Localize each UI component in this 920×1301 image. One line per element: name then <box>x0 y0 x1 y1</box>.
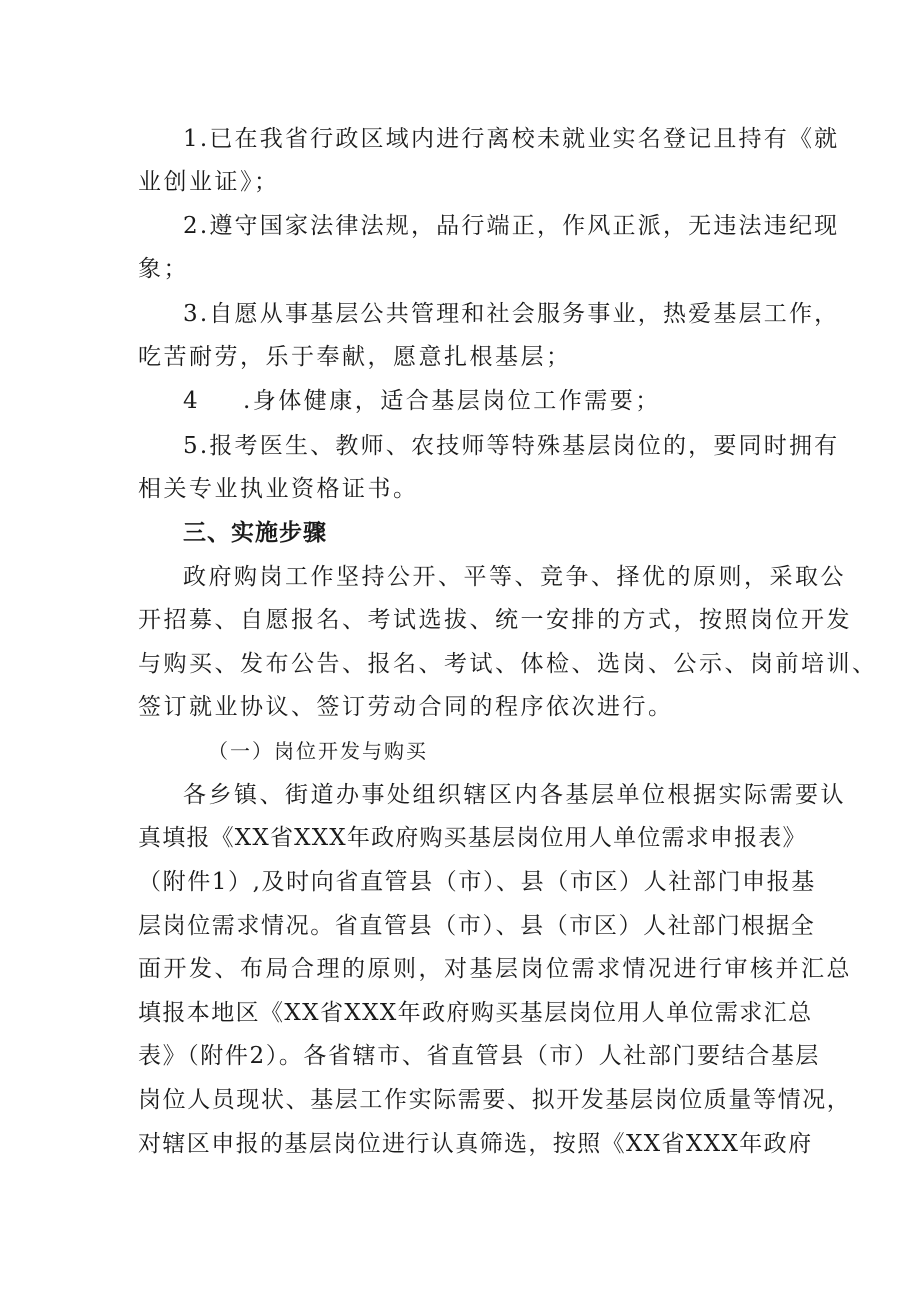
condition-3-line-2: 吃苦耐劳，乐于奉献，愿意扎根基层； <box>138 344 572 370</box>
section-3-heading: 三、实施步骤 <box>183 520 327 546</box>
condition-2-line-2: 象； <box>138 256 189 282</box>
section-3-para-line-1: 政府购岗工作坚持公开、平等、竞争、择优的原则，采取公 <box>183 564 846 590</box>
condition-1-line-1: 1.已在我省行政区域内进行离校未就业实名登记且持有《就 <box>183 126 840 152</box>
subsection-1-para-line-6: 填报本地区《XX省XXX年政府购买基层岗位用人单位需求汇总 <box>138 1000 813 1026</box>
condition-5-line-1: 5.报考医生、教师、农技师等特殊基层岗位的，要同时拥有 <box>183 433 840 459</box>
condition-2-line-1: 2.遵守国家法律法规，品行端正，作风正派，无违法违纪现 <box>183 213 840 239</box>
subsection-1-para-line-3: （附件1）,及时向省直管县（市）、县（市区）人社部门申报基 <box>138 869 816 895</box>
subsection-1-para-line-1: 各乡镇、街道办事处组织辖区内各基层单位根据实际需要认 <box>183 782 846 808</box>
subsection-1-heading: （一）岗位开发与购买 <box>208 739 428 763</box>
subsection-1-para-line-5: 面开发、布局合理的原则，对基层岗位需求情况进行审核并汇总 <box>138 956 852 982</box>
subsection-1-para-line-4: 层岗位需求情况。省直管县（市）、县（市区）人社部门根据全 <box>138 913 816 939</box>
section-3-para-line-3: 与购买、发布公告、报名、考试、体检、选岗、公示、岗前培训、 <box>138 651 878 677</box>
subsection-1-para-line-7: 表》（附件2）。各省辖市、省直管县（市）人社部门要结合基层 <box>138 1043 821 1069</box>
subsection-1-para-line-9: 对辖区申报的基层岗位进行认真筛选，按照《XX省XXX年政府 <box>138 1131 813 1157</box>
condition-5-line-2: 相关专业执业资格证书。 <box>138 476 419 502</box>
section-3-para-line-2: 开招募、自愿报名、考试选拔、统一安排的方式，按照岗位开发 <box>138 607 852 633</box>
condition-3-line-1: 3.自愿从事基层公共管理和社会服务事业，热爱基层工作， <box>183 301 840 327</box>
subsection-1-para-line-2: 真填报《XX省XXX年政府购买基层岗位用人单位需求申报表》 <box>138 825 807 851</box>
condition-1-line-2: 业创业证》； <box>138 169 280 195</box>
subsection-1-para-line-8: 岗位人员现状、基层工作实际需要、拟开发基层岗位质量等情况， <box>138 1087 852 1113</box>
condition-4-line-1: 4 .身体健康，适合基层岗位工作需要； <box>183 388 661 414</box>
section-3-para-line-4: 签订就业协议、签订劳动合同的程序依次进行。 <box>138 694 674 720</box>
